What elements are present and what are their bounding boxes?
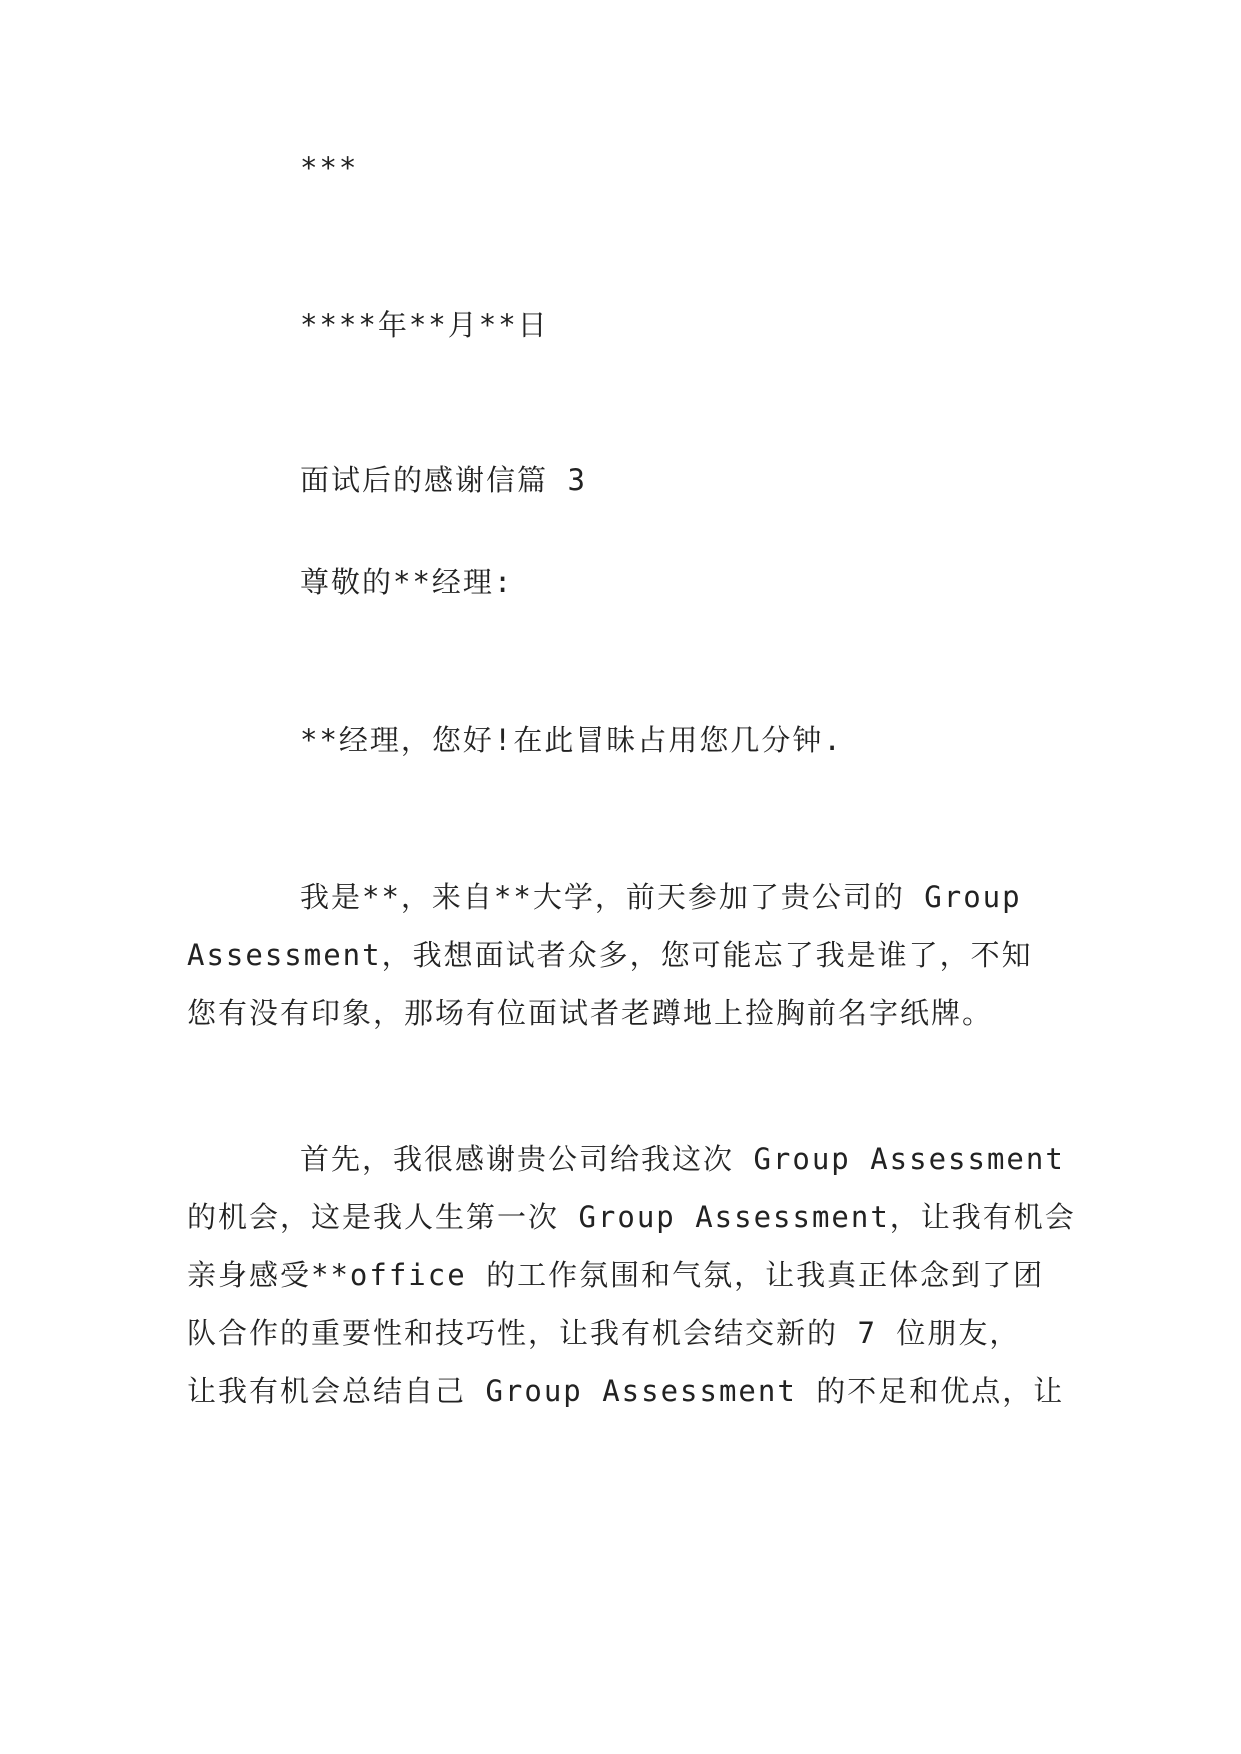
section-title: 面试后的感谢信篇 3	[300, 463, 587, 497]
date: ****年**月**日	[300, 308, 549, 342]
paragraph-line: 队合作的重要性和技巧性，让我有机会结交新的 7 位朋友，	[187, 1316, 1021, 1350]
paragraph-1	[187, 868, 1057, 1042]
paragraph-2	[187, 1130, 1076, 1420]
paragraph-line: 首先，我很感谢贵公司给我这次 Group Assessment	[300, 1142, 1065, 1176]
greeting: **经理，您好!在此冒昧占用您几分钟.	[300, 723, 843, 757]
salutation: 尊敬的**经理:	[300, 565, 514, 599]
signature: ***	[300, 151, 359, 185]
paragraph-line: Assessment，我想面试者众多，您可能忘了我是谁了，不知	[187, 938, 1033, 972]
paragraph-line: 让我有机会总结自己 Group Assessment 的不足和优点，让	[187, 1374, 1065, 1408]
paragraph-line: 的机会，这是我人生第一次 Group Assessment，让我有机会	[187, 1200, 1076, 1234]
paragraph-line: 我是**，来自**大学，前天参加了贵公司的 Group	[300, 880, 1022, 914]
paragraph-line: 亲身感受**office 的工作氛围和气氛，让我真正体念到了团	[187, 1258, 1045, 1292]
paragraph-line: 您有没有印象，那场有位面试者老蹲地上捡胸前名字纸牌。	[187, 996, 994, 1030]
